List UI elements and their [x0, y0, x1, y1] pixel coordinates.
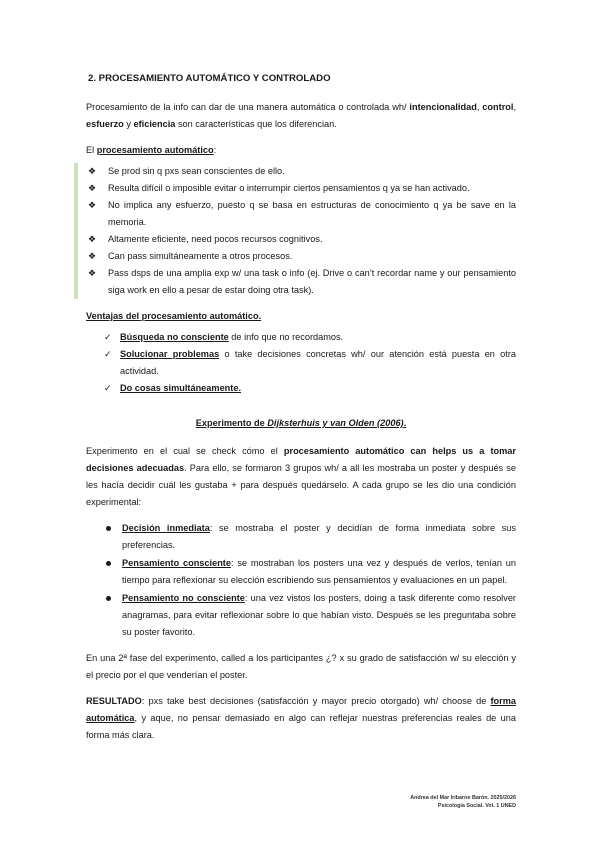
list-item — [86, 180, 516, 197]
checkmark-icon: ✓ — [104, 332, 112, 342]
list-item — [104, 380, 516, 397]
experiment-title-authors: Dijksterhuis y van Olden (2006) — [267, 418, 404, 428]
intro-bold-3: esfuerzo — [86, 119, 124, 129]
result-term: forma automática — [86, 696, 516, 723]
list-item — [86, 248, 516, 265]
list-item — [104, 346, 516, 380]
bullet-dot-icon — [106, 526, 111, 531]
result-text-1: : pxs take best decisiones (satisfacción y mayor precio otorgado) wh/ choose de — [141, 696, 491, 706]
diamond-bullet-icon: ❖ — [88, 200, 97, 210]
ventaja-text: de info que no recordamos. — [228, 332, 344, 342]
diamond-bullet-icon: ❖ — [88, 268, 97, 278]
experiment-title-pre: Experimento de — [195, 418, 268, 428]
list-item — [104, 590, 516, 641]
condition-term: Decisión inmediata — [122, 523, 210, 533]
auto-label — [86, 142, 516, 159]
experiment-title-text — [196, 418, 406, 428]
list-item — [104, 329, 516, 346]
conditions-list — [104, 520, 516, 641]
intro-bold-1: intencionalidad — [409, 102, 477, 112]
experiment-title — [86, 415, 516, 432]
diamond-bullet-icon: ❖ — [88, 251, 97, 261]
diamond-bullet-icon: ❖ — [88, 183, 97, 193]
auto-characteristics-list — [86, 163, 516, 299]
list-item — [86, 197, 516, 231]
ventajas-list — [104, 329, 516, 397]
auto-label-term: procesamiento automático — [96, 145, 214, 155]
list-item — [86, 231, 516, 248]
ventaja-term: Solucionar problemas — [120, 349, 220, 359]
list-item-text: Altamente eficiente, need pocos recursos cognitivos. — [108, 234, 323, 244]
footer-course: Psicología Social. Vol. 1 UNED — [437, 803, 516, 809]
condition-text: : una vez vistos los posters, doing a task diferente como resolver anagramas, para evitar reflexionar sobre lo que habían visto. Después se les preguntaba sobre su poster favorito. — [122, 593, 516, 637]
diamond-bullet-icon: ❖ — [88, 234, 97, 244]
list-item-text: Se prod sin q pxs sean conscientes de ello. — [108, 166, 285, 176]
result-text-2: , y aque, no pensar demasiado en algo can reflejar nuestras preferencias reales de una forma más clara. — [86, 713, 516, 740]
bullet-dot-icon — [106, 561, 111, 566]
ventajas-title-text: Ventajas del procesamiento automático. — [86, 311, 262, 321]
experiment-bold: procesamiento automático can helps us a tomar decisiones adecuadas — [86, 446, 516, 473]
footer-author: Andrea del Mar Iribarne Barón. 2025/2026 — [410, 795, 516, 801]
list-item — [86, 265, 516, 299]
condition-text: : se mostraba el poster y decidían de forma inmediata sobre sus preferencias. — [122, 523, 517, 550]
condition-text: : se mostraban los posters una vez y después de verlos, tenían un tiempo para reflexionar su elección escribiendo sus pensamientos y evaluaciones en un papel. — [122, 558, 517, 585]
list-item — [104, 555, 516, 589]
list-item-text: No implica any esfuerzo, puesto q se basa en estructuras de conocimiento q ya be save en la memoria. — [108, 200, 516, 227]
auto-list-block — [86, 163, 516, 299]
result-paragraph — [86, 693, 516, 744]
list-item-text: Resulta difícil o imposible evitar o interrumpir ciertos pensamientos q ya se han activado. — [108, 183, 470, 193]
checkmark-icon: ✓ — [104, 383, 112, 393]
diamond-bullet-icon: ❖ — [88, 166, 97, 176]
experiment-title-post: . — [403, 418, 407, 428]
intro-bold-4: eficiencia — [133, 119, 176, 129]
bullet-dot-icon — [106, 596, 111, 601]
document-body — [86, 70, 516, 753]
page-footer — [410, 794, 516, 810]
ventajas-title — [86, 308, 516, 325]
intro-text-3: , — [513, 102, 516, 112]
auto-label-post: : — [213, 145, 217, 155]
ventaja-term: Do cosas simultáneamente. — [120, 383, 242, 393]
experiment-text-1: Experimento en el cual se check cómo el — [86, 446, 284, 456]
highlight-bar — [74, 163, 78, 299]
list-item — [104, 520, 516, 554]
phase2-paragraph: En una 2ª fase del experimento, called a los participantes ¿? x su grado de satisfacción w/ su elección y el precio por el que venderían el poster. — [86, 653, 516, 680]
condition-term: Pensamiento no consciente — [122, 593, 245, 603]
intro-text-2: , — [476, 102, 483, 112]
intro-text-4: y — [123, 119, 134, 129]
intro-paragraph — [86, 99, 516, 133]
checkmark-icon: ✓ — [104, 349, 112, 359]
experiment-text-2: . Para ello, se formaron 3 grupos wh/ a all les mostraba un poster y después se les hacía decidir cuál les gustaba + para después quedárselo. A cada grupo se les dio una condición experimental: — [86, 463, 516, 507]
condition-term: Pensamiento consciente — [122, 558, 231, 568]
list-item-text: Can pass simultáneamente a otros procesos. — [108, 251, 293, 261]
ventaja-text: o take decisiones concretas wh/ our atención está puesta en otra actividad. — [120, 349, 516, 376]
ventaja-term: Búsqueda no consciente — [120, 332, 229, 342]
section-heading: 2. PROCESAMIENTO AUTOMÁTICO Y CONTROLADO — [88, 73, 331, 84]
experiment-paragraph — [86, 443, 516, 511]
intro-text-5: son características que los diferencian. — [175, 119, 337, 129]
intro-bold-2: control — [482, 102, 514, 112]
result-label: RESULTADO — [86, 696, 142, 706]
auto-label-pre: El — [86, 145, 97, 155]
intro-text-1: Procesamiento de la info can dar de una manera automática o controlada wh/ — [86, 102, 410, 112]
list-item — [86, 163, 516, 180]
list-item-text: Pass dsps de una amplia exp w/ una task o info (ej. Drive o can’t recordar name y our pensamiento siga work en ello a pesar de estar doing otra task). — [108, 268, 516, 295]
